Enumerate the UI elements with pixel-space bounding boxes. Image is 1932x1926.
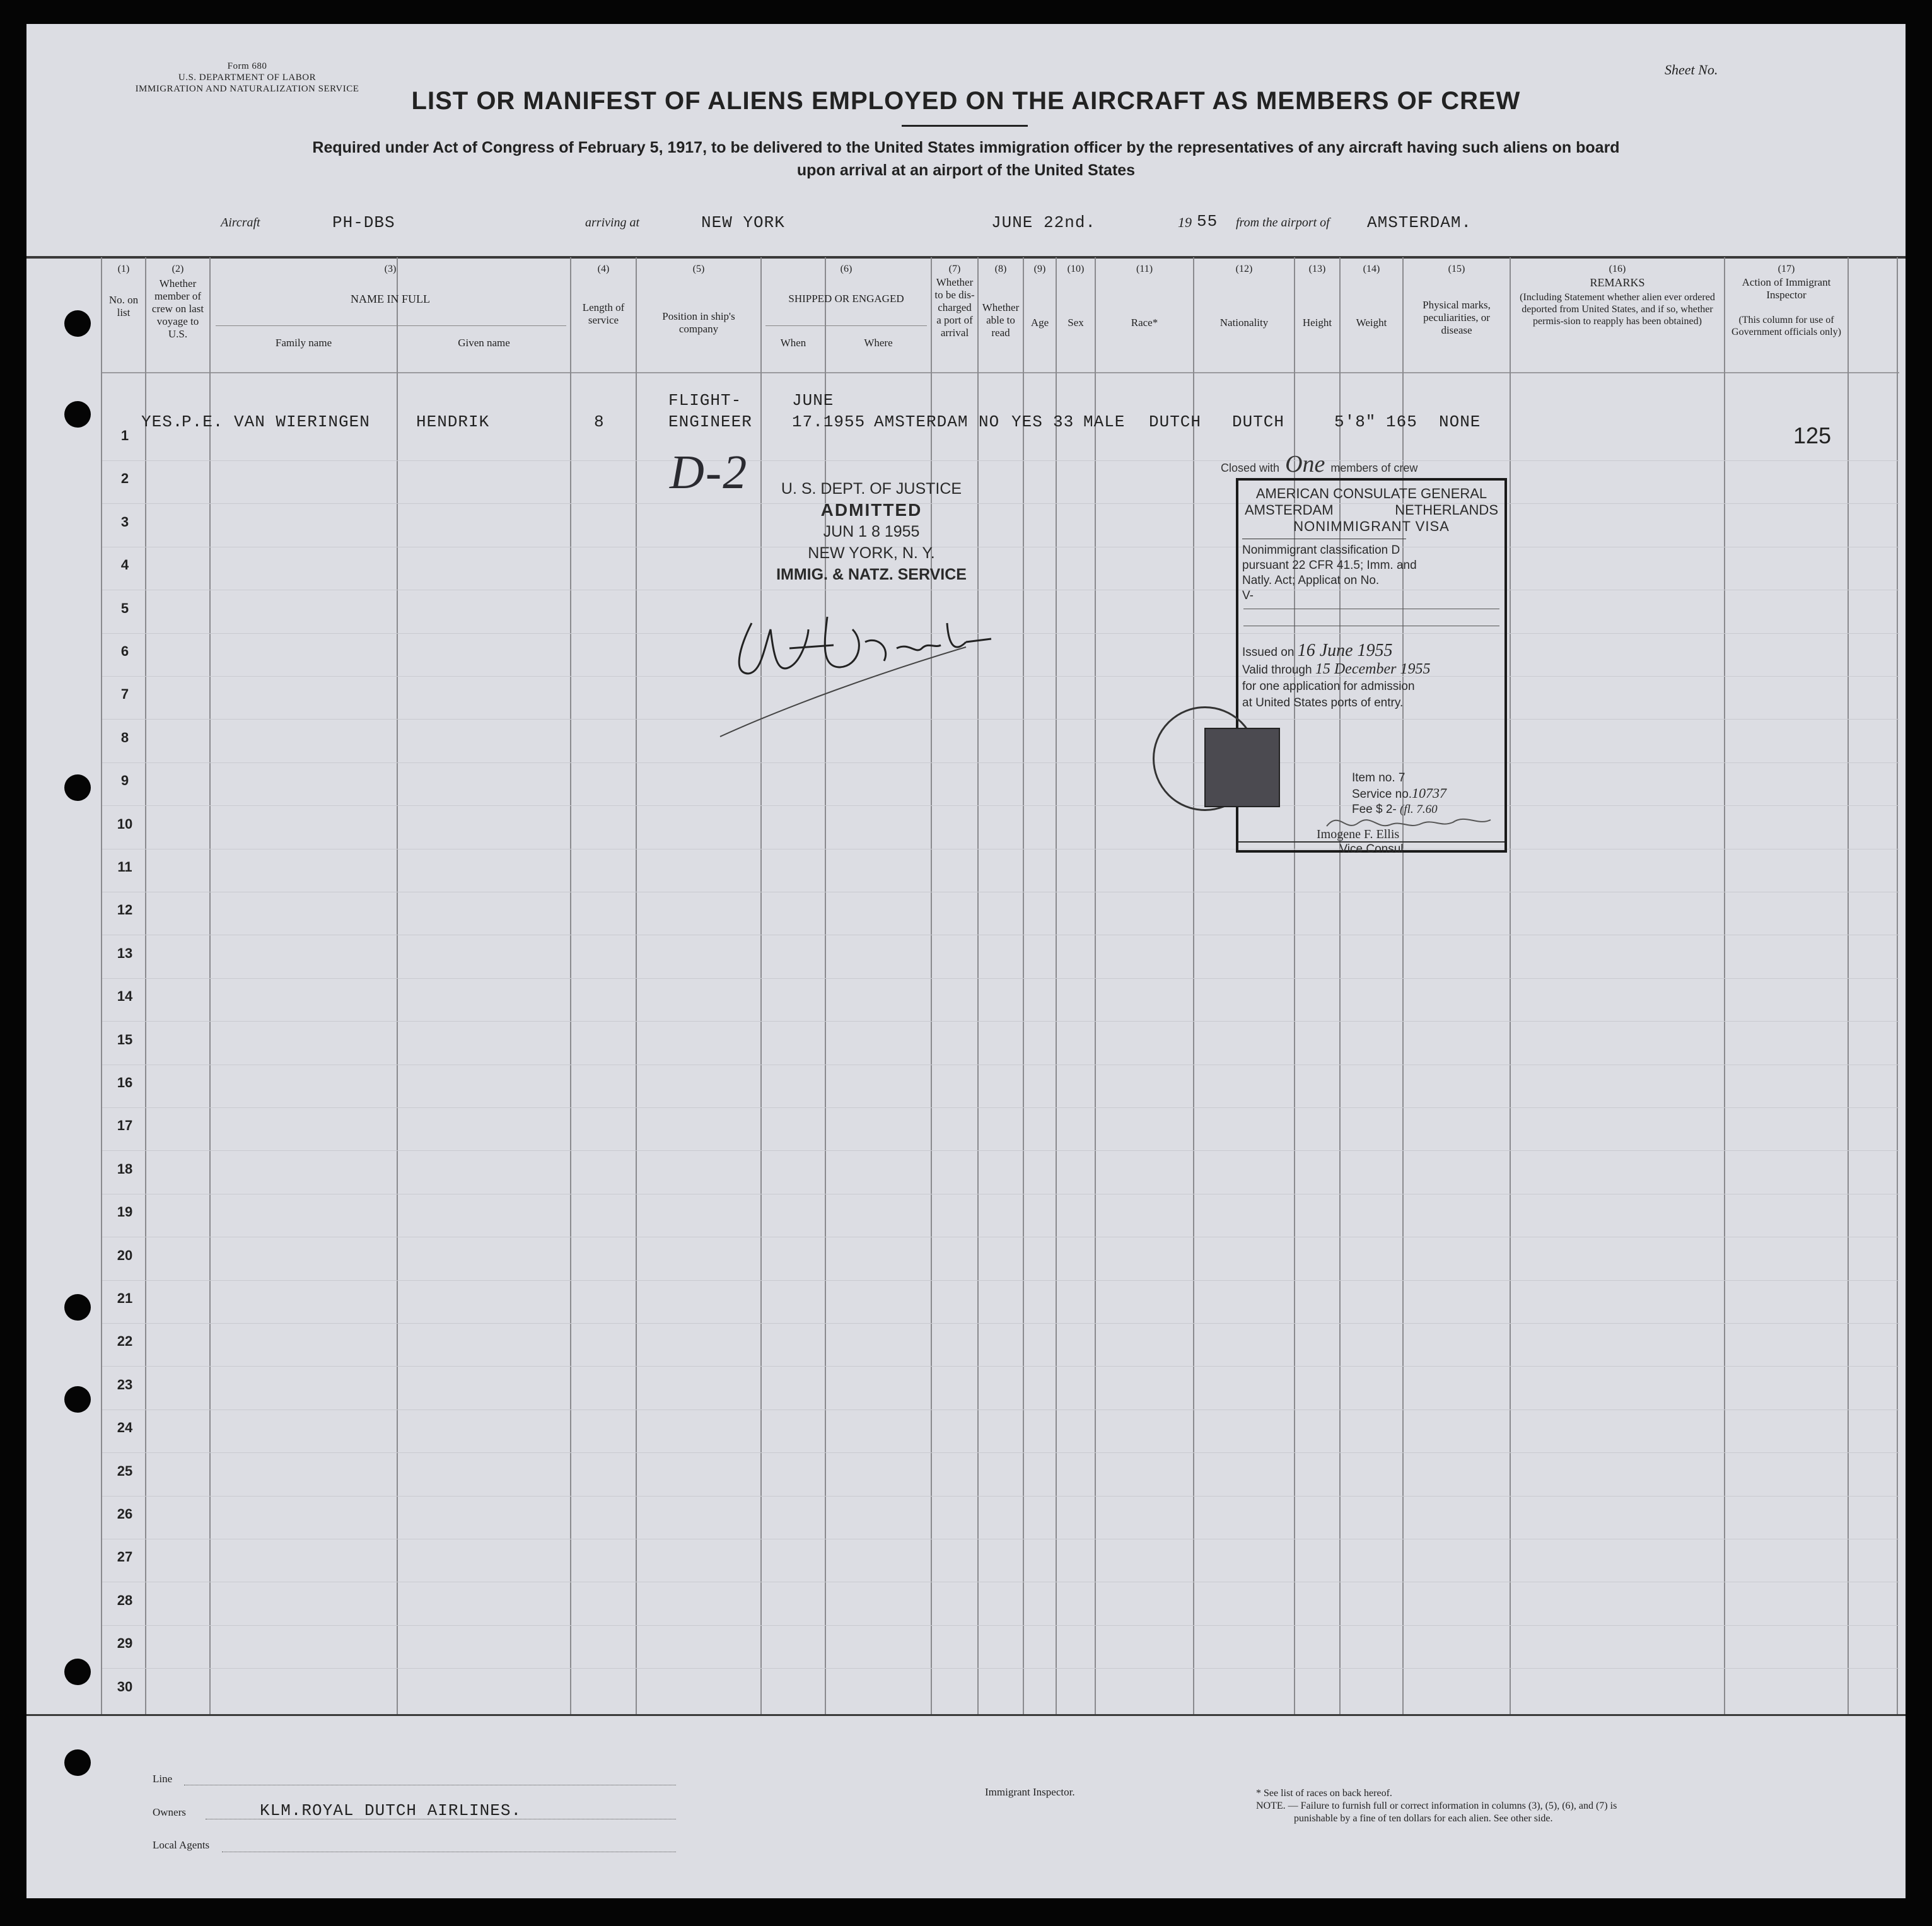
col-15-header: Physical marks, peculiarities, or disease	[1423, 299, 1491, 336]
binder-hole	[64, 1294, 91, 1321]
visa-issued-label: Issued on	[1242, 646, 1295, 659]
col-16-detail: (Including Statement whether alien ever ordered deported from United States, and if so, whether permis-sion to reapply has been obtained)	[1520, 292, 1715, 327]
races-note: * See list of races on back hereof.	[1256, 1788, 1392, 1799]
row-rule	[102, 1021, 1899, 1022]
row-rule	[102, 1496, 1899, 1497]
row-number: 7	[120, 686, 129, 703]
visa-issued-date: 16 June 1955	[1297, 641, 1393, 660]
row-number: 18	[117, 1160, 133, 1177]
visa-service-value: 10737	[1412, 785, 1447, 801]
form-number: Form 680	[227, 61, 267, 71]
from-airport-value: AMSTERDAM.	[1367, 213, 1472, 232]
entry-able-to-read: YES	[1011, 412, 1043, 431]
entry-given-name: HENDRIK	[416, 412, 490, 431]
col-11-number: (11)	[1136, 264, 1153, 274]
col-11-header: Race*	[1131, 317, 1158, 329]
visa-v-number: V-	[1242, 589, 1254, 602]
row-number: 5	[120, 600, 129, 616]
visa-item-no: Item no. 7	[1352, 771, 1405, 785]
col-6-subrule	[765, 325, 927, 326]
aircraft-value: PH-DBS	[332, 213, 395, 232]
row-number: 10	[117, 815, 133, 832]
page-subtitle	[203, 136, 1729, 182]
row-number: 27	[117, 1549, 133, 1565]
year-suffix: 55	[1197, 212, 1218, 231]
row-number: 6	[120, 643, 129, 659]
entry-physical-marks: NONE	[1439, 412, 1481, 431]
closed-note-prefix: Closed with	[1221, 462, 1280, 474]
header-bottom-rule	[102, 372, 1899, 373]
col-7-header: Whether to be dis-charged a port of arrival	[934, 276, 975, 339]
row-rule	[102, 978, 1899, 979]
entry-where: AMSTERDAM	[874, 412, 969, 431]
col-6-where: Where	[864, 337, 893, 349]
closed-note-suffix: members of crew	[1330, 462, 1418, 474]
row-number: 9	[120, 773, 129, 789]
row-number: 30	[117, 1678, 133, 1695]
col-3-header: NAME IN FULL	[351, 293, 430, 305]
col-6-when: When	[780, 337, 806, 349]
consulate-city: AMSTERDAM	[1245, 502, 1334, 518]
row-number: 25	[117, 1462, 133, 1479]
col-10-header: Sex	[1068, 317, 1084, 329]
visa-service-label: Service no.	[1352, 788, 1412, 801]
entry-position-line-2: ENGINEER	[668, 412, 752, 431]
row-rule	[102, 460, 1899, 461]
row-number: 22	[117, 1333, 133, 1350]
col-14-number: (14)	[1363, 264, 1380, 274]
stamp-date: JUN 1 8 1955	[823, 523, 920, 540]
arriving-value: NEW YORK	[701, 213, 785, 232]
arrival-date: JUNE 22nd.	[991, 213, 1097, 232]
row-number: 21	[117, 1290, 133, 1306]
penalty-note-cont: punishable by a fine of ten dollars for each alien. See other side.	[1294, 1813, 1553, 1824]
col-8-number: (8)	[994, 264, 1007, 274]
local-agents-label: Local Agents	[153, 1839, 210, 1851]
footer-notes	[1256, 1787, 1617, 1825]
visa-application-note: for one application for admission	[1242, 680, 1415, 693]
row-rule	[102, 1409, 1899, 1410]
inspector-signature	[714, 579, 1016, 743]
stamp-admitted: ADMITTED	[820, 500, 922, 520]
visa-fee-label: Fee $ 2-	[1352, 803, 1397, 816]
col-2-header: Whether member of crew on last voyage to U.S.	[151, 277, 204, 340]
year-prefix: 19	[1178, 214, 1192, 230]
stamp-dept: U. S. DEPT. OF JUSTICE	[781, 480, 962, 498]
row-rule	[102, 1323, 1899, 1324]
admission-stamp	[745, 478, 998, 585]
entry-crew-last-voyage: YES.	[141, 412, 183, 431]
col-7-number: (7)	[948, 264, 961, 274]
line-label: Line	[153, 1773, 173, 1785]
row-rule	[102, 1668, 1899, 1669]
col-2-number: (2)	[172, 264, 184, 274]
row-number: 8	[120, 729, 129, 745]
closed-note	[1221, 450, 1417, 478]
col-17-header: Action of Immigrant Inspector	[1742, 276, 1831, 301]
visa-classification-block	[1238, 539, 1504, 604]
stamp-city: NEW YORK, N. Y.	[808, 544, 935, 562]
entry-discharged: NO	[979, 412, 1000, 431]
sheet-number-label: Sheet No.	[1665, 62, 1718, 78]
department-name: U.S. DEPARTMENT OF LABOR	[178, 73, 317, 83]
table-top-rule	[26, 256, 1906, 259]
from-airport-label: from the airport of	[1236, 216, 1330, 230]
title-rule	[902, 125, 1028, 127]
col-14-header: Weight	[1356, 317, 1387, 329]
service-name: IMMIGRATION AND NATURALIZATION SERVICE	[135, 84, 359, 94]
col-4-number: (4)	[597, 264, 610, 274]
entry-family-name: P.E. VAN WIERINGEN	[182, 412, 370, 431]
entry-age: 33	[1053, 412, 1074, 431]
arriving-label: arriving at	[585, 216, 640, 230]
consulate-location	[1238, 502, 1504, 518]
col-9-header: Age	[1030, 317, 1049, 329]
row-number: 2	[120, 470, 129, 487]
row-rule	[102, 1452, 1899, 1453]
col-5-header: Position in ship's company	[662, 310, 735, 335]
col-12-number: (12)	[1235, 264, 1253, 274]
entry-when-line-2: 17.1955	[792, 412, 866, 431]
row-rule	[102, 1280, 1899, 1281]
consulate-name: AMERICAN CONSULATE GENERAL	[1255, 486, 1487, 501]
row-rule	[102, 1625, 1899, 1626]
table-bottom-rule	[26, 1714, 1906, 1716]
row-rule	[102, 805, 1899, 806]
row-number: 11	[117, 859, 132, 875]
fee-stamp	[1204, 728, 1280, 807]
aircraft-label: Aircraft	[221, 216, 260, 230]
visa-type: NONIMMIGRANT VISA	[1293, 518, 1450, 534]
row-rule	[102, 1366, 1899, 1367]
visa-pursuant: pursuant 22 CFR 41.5; Imm. and	[1242, 559, 1417, 572]
row-number: 24	[117, 1420, 133, 1436]
row-number: 4	[120, 557, 129, 573]
binder-hole	[64, 1386, 91, 1413]
col-17-detail: (This column for use of Government officials only)	[1731, 315, 1841, 337]
visa-valid-date: 15 December 1955	[1315, 661, 1431, 677]
binder-hole	[64, 401, 91, 428]
row-number: 14	[117, 988, 133, 1005]
col-16-number: (16)	[1609, 264, 1626, 274]
row-number: 15	[117, 1031, 133, 1048]
penalty-note: NOTE. — Failure to furnish full or correct information in columns (3), (5), (6), and (7) is	[1256, 1801, 1617, 1811]
entry-nationality: DUTCH	[1232, 412, 1285, 431]
visa-ports-note: at United States ports of entry.	[1242, 696, 1404, 709]
visa-service-no	[1352, 786, 1446, 802]
subtitle-line-1: Required under Act of Congress of February 5, 1917, to be delivered to the United States immigration officer by the representatives of any aircraft having such aliens on board	[312, 139, 1620, 156]
subtitle-line-2: upon arrival at an airport of the United States	[796, 161, 1136, 179]
closed-note-handwritten: One	[1285, 451, 1325, 477]
consul-title: Vice Consul	[1339, 843, 1404, 856]
col-6-header: SHIPPED OR ENGAGED	[788, 293, 904, 305]
row-number: 19	[117, 1204, 133, 1220]
manifest-sheet	[26, 24, 1906, 1898]
row-number: 29	[117, 1635, 133, 1652]
consul-name: Imogene F. Ellis	[1317, 827, 1400, 841]
row-number: 26	[117, 1506, 133, 1522]
entry-weight: 165	[1386, 412, 1417, 431]
col-12-header: Nationality	[1219, 317, 1269, 329]
col-1-header: No. on list	[108, 294, 139, 318]
col-1-number: (1)	[117, 264, 130, 274]
entry-height: 5'8"	[1334, 412, 1376, 431]
col-6-number: (6)	[840, 264, 853, 274]
owners-label: Owners	[153, 1806, 186, 1818]
visa-valid-label: Valid through	[1242, 663, 1312, 677]
col-16-header: REMARKS	[1590, 276, 1645, 289]
row-number: 28	[117, 1592, 133, 1608]
row-rule	[102, 762, 1899, 763]
entry-sex: MALE	[1083, 412, 1126, 431]
visa-issued	[1242, 643, 1501, 661]
entry-position-line-1: FLIGHT-	[668, 391, 742, 410]
row-number: 23	[117, 1376, 133, 1392]
col-13-number: (13)	[1308, 264, 1326, 274]
immigrant-inspector-label: Immigrant Inspector.	[985, 1786, 1075, 1798]
consulate-country: NETHERLANDS	[1395, 502, 1498, 518]
row-number: 12	[117, 902, 133, 918]
row-number: 13	[117, 945, 133, 961]
col-3-number: (3)	[384, 264, 397, 274]
visa-act: Natly. Act; Applicat on No.	[1242, 574, 1380, 587]
row-number: 16	[117, 1075, 133, 1090]
owners-value: KLM.ROYAL DUTCH AIRLINES.	[260, 1801, 522, 1820]
row-number: 3	[120, 513, 129, 530]
binder-hole	[64, 310, 91, 337]
row-number: 17	[117, 1118, 133, 1134]
col-5-number: (5)	[692, 264, 705, 274]
row-number: 20	[117, 1247, 133, 1263]
visa-classification: Nonimmigrant classification D	[1242, 544, 1400, 557]
visa-valid	[1242, 661, 1501, 679]
binder-hole	[64, 1749, 91, 1776]
row-rule	[102, 1150, 1899, 1151]
row-rule	[102, 503, 1899, 504]
visa-validity-block	[1238, 643, 1504, 711]
row-number: 1	[120, 428, 129, 443]
col-10-number: (10)	[1067, 264, 1085, 274]
inspector-action-number: 125	[1793, 423, 1832, 448]
entry-length-of-service: 8	[594, 412, 605, 431]
classification-mark: D-2	[670, 446, 748, 499]
col-15-number: (15)	[1448, 264, 1465, 274]
binder-hole	[64, 774, 91, 801]
entry-when-line-1: JUNE	[792, 391, 834, 410]
row-rule	[102, 1107, 1899, 1108]
col-9-number: (9)	[1033, 264, 1046, 274]
col-17-number: (17)	[1778, 264, 1795, 274]
binder-hole	[64, 1659, 91, 1685]
col-3-subrule	[216, 325, 566, 326]
entry-race: DUTCH	[1149, 412, 1202, 431]
col-13-header: Height	[1302, 317, 1332, 329]
stamp-service: IMMIG. & NATZ. SERVICE	[776, 566, 967, 583]
visa-fee-value: (fl. 7.60	[1400, 803, 1438, 816]
col-8-header: Whether able to read	[982, 301, 1020, 339]
col-4-header: Length of service	[582, 301, 625, 326]
page-title: LIST OR MANIFEST OF ALIENS EMPLOYED ON THE AIRCRAFT AS MEMBERS OF CREW	[411, 87, 1521, 115]
col-3-family-name: Family name	[275, 337, 332, 349]
col-3-given-name: Given name	[458, 337, 510, 349]
